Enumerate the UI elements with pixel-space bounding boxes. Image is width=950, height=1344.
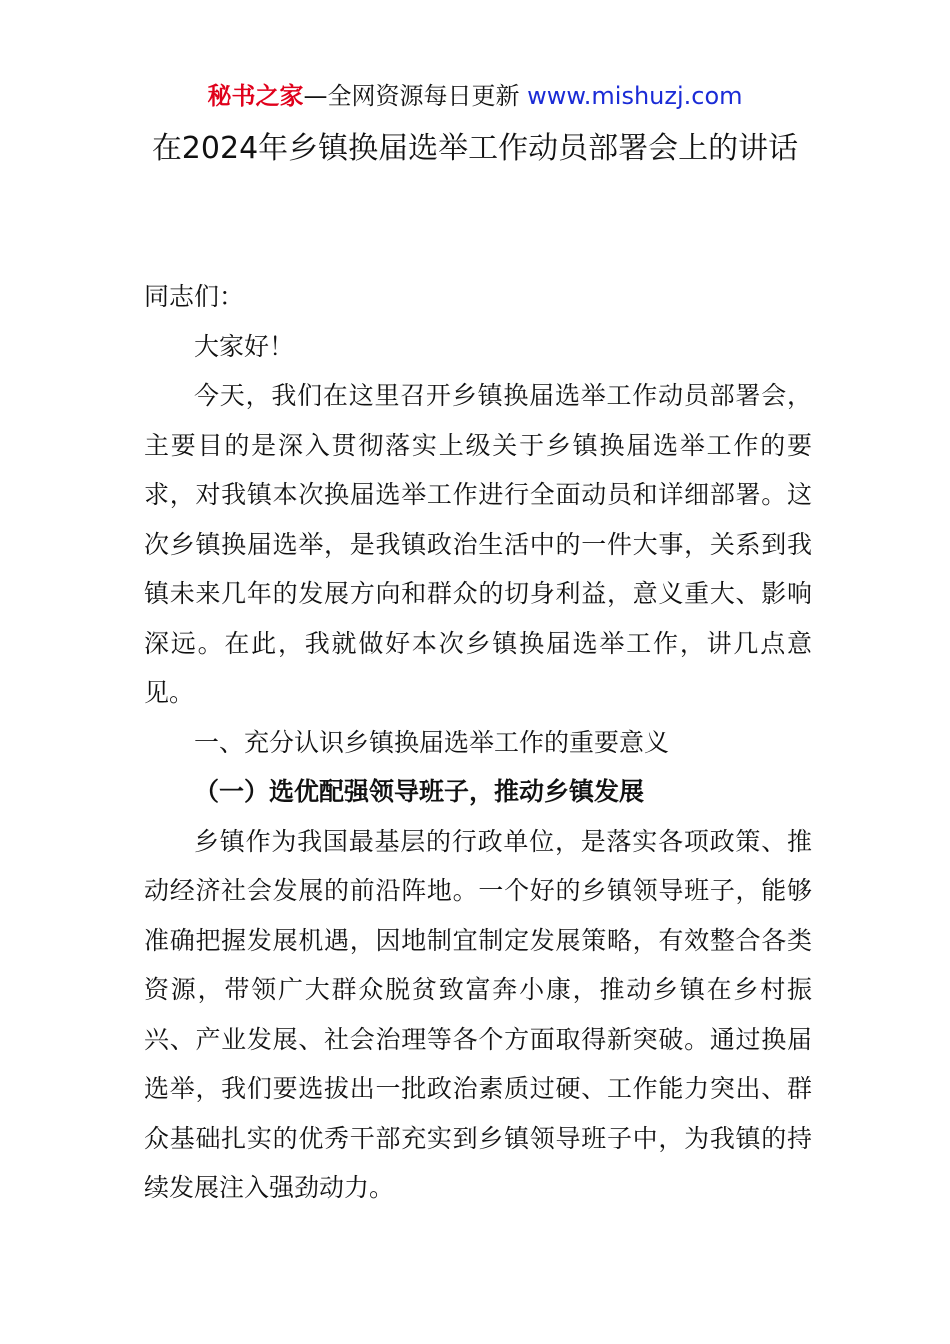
section-heading: 一、充分认识乡镇换届选举工作的重要意义 bbox=[194, 727, 670, 757]
banner-url-link[interactable]: www.mishuzj.com bbox=[527, 82, 743, 110]
document-body bbox=[144, 272, 812, 1213]
section-paragraph: 乡镇作为我国最基层的行政单位，是落实各项政策、推动经济社会发展的前沿阵地。一个好的乡镇领导班子，能够准确把握发展机遇，因地制宜制定发展策略，有效整合各类资源，带领广大群众脱贫致富奔小康，推动乡镇在乡村振兴、产业发展、社会治理等各个方面取得新突破。通过换届选举，我们要选拔出一批政治素质过硬、工作能力突出、群众基础扎实的优秀干部充实到乡镇领导班子中，为我镇的持续发展注入强劲动力。 bbox=[144, 826, 812, 1202]
site-banner bbox=[0, 80, 950, 112]
document-title: 在2024年乡镇换届选举工作动员部署会上的讲话 bbox=[151, 131, 799, 166]
intro-paragraph: 今天，我们在这里召开乡镇换届选举工作动员部署会，主要目的是深入贯彻落实上级关于乡镇换届选举工作的要求，对我镇本次换届选举工作进行全面动员和详细部署。这次乡镇换届选举，是我镇政治生活中的一件大事，关系到我镇未来几年的发展方向和群众的切身利益，意义重大、影响深远。在此，我就做好本次乡镇换届选举工作，讲几点意见。 bbox=[144, 381, 812, 707]
greeting-paragraph: 大家好！ bbox=[194, 331, 295, 361]
salutation: 同志们： bbox=[144, 282, 245, 311]
banner-slogan: —全网资源每日更新 bbox=[303, 82, 520, 110]
subsection-heading: （一）选优配强领导班子，推动乡镇发展 bbox=[194, 777, 645, 806]
brand-name: 秘书之家 bbox=[207, 82, 304, 110]
